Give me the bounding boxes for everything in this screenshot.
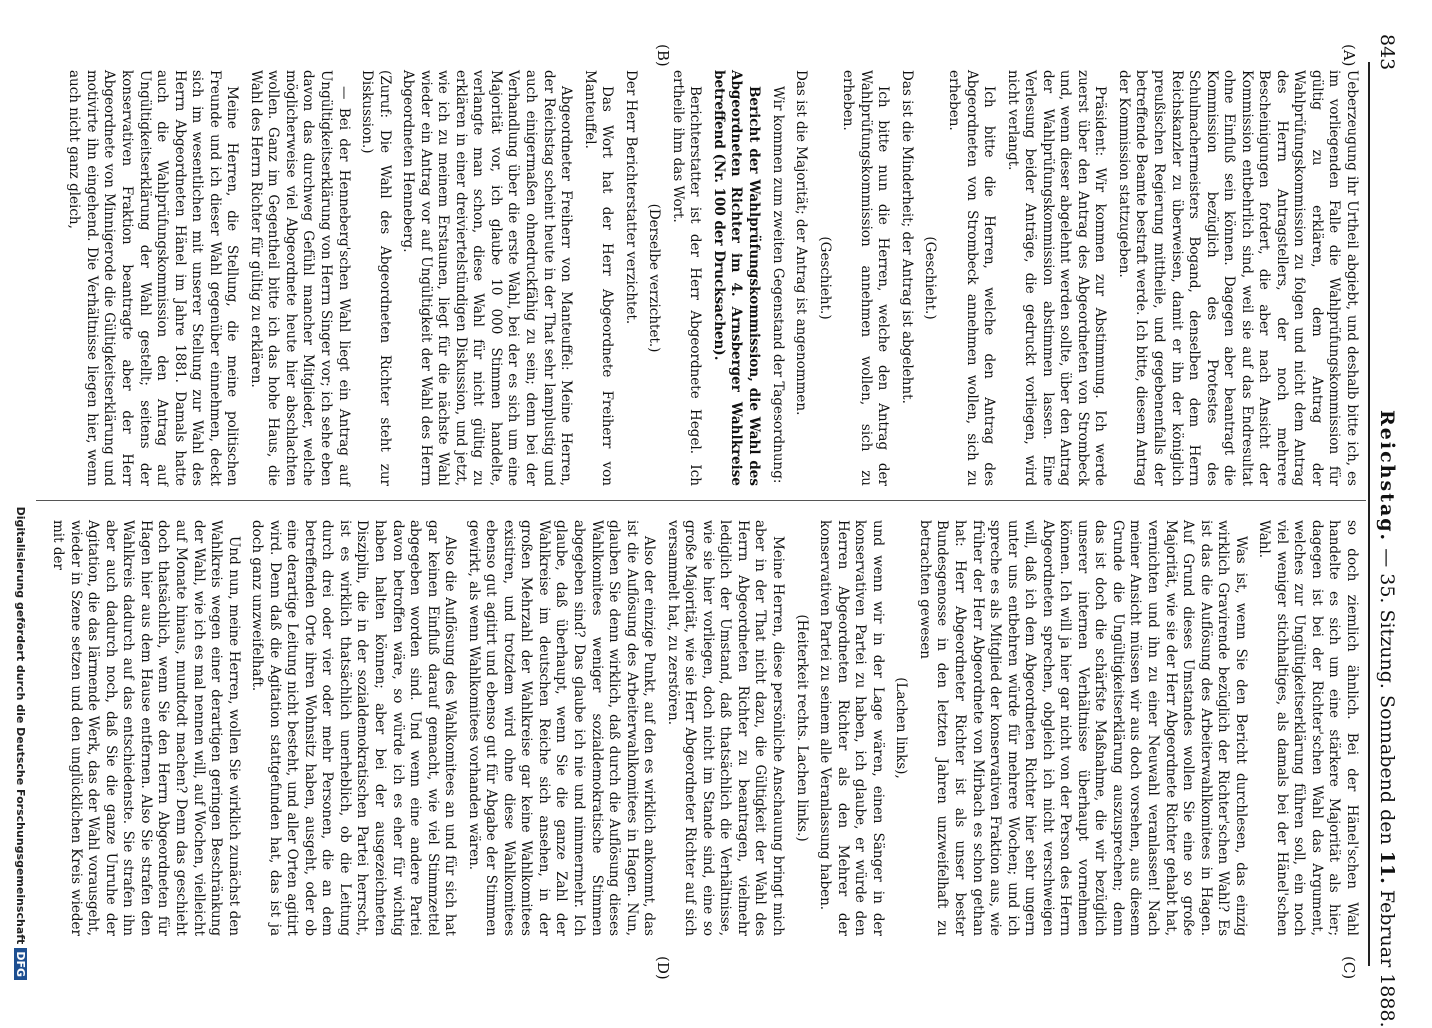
- paragraph: Ueberzeugung ihr Urtheil abgiebt, und deshalb bitte ich, es im vorliegenden Falle die Wahlprüfungskommission für gültig zu erklären, dem Antrag der Wahlprüfungskommission zu folgen und nicht dem Antrag des Herrn Antragstellers, der noch mehrere Bescheinigungen fordert, die aber nach Ansicht der Kommission entbehrlich sind, weil sie auf das Endresultat ohne Einfluß sein können. Dagegen aber beantragt die Kommission bezüglich des Protestes des Schulmachermeisters Bogand, denselben dem Herrn Reichskanzler zu überweisen, damit er ihn der königlich preußischen Regierung mittheile, und gegebenenfalls der betreffende Beamte bestraft werde. Ich bitte, diesem Antrag der Kommission stattzugeben.: [1115, 70, 1360, 486]
- paragraph: (Geschieht.): [816, 236, 833, 320]
- paragraph: Bericht der Wahlprüfungskommission, die Wahl des Abgeordneten Richter im 4. Arnsberger Wahlkreise betreffend (Nr. 100 der Drucksachen).: [710, 70, 763, 486]
- margin-marker-c: (C): [1340, 956, 1358, 980]
- paragraph: und wenn wir in der Lage wären, einen Sänger in der konservativen Partei zu haben, ich glaube, er würde den Herren Abgeordneten Richter als den Mehrer der konservativen Partei zu seinem alle Veranlassung haben.: [817, 520, 886, 936]
- paragraph: (Heiterkeit rechts. Lachen links.): [793, 614, 810, 842]
- margin-marker-a: (A): [1340, 44, 1358, 67]
- paragraph: so doch ziemlich ähnlich. Bei der Hänel'schen Wahl handelte es sich um eine stärkere Majorität als hier; dagegen ist bei der Richter'schen Wahl das Argument, welches zur Ungültigkeitserklärung führen soll, ein noch viel weniger stichhaltiges, als damals bei der Hänel'schen Wahl.: [1256, 520, 1360, 936]
- paragraph: Und nun, meine Herren, wollen Sie wirklich zunächst den Wahlkreis wegen einer derartigen geringen Beschränkung der Wahl, wie ich es mal nennen will, auf Wochen, vielleicht auf Monate hinaus, mundtodt machen? Denn das geschieht doch thatsächlich, wenn Sie den Herrn Abgeordneten für Hagen hier aus dem Hause entfernen. Also Sie strafen den Wahlkreis dadurch auf das entschiedenste. Sie strafen ihn aber auch dadurch noch, daß Sie die ganze Unruhe der Agitation, die das lärmende Werk, das der Wahl vorausgeht, wieder in Szene setzen und den unglücklichen Kreis wieder mit der: [50, 520, 242, 936]
- publication-name: Reichstag.: [1376, 410, 1398, 543]
- credit-text: Digitalisierung gefördert durch die Deutsche Forschungsgemeinschaft: [14, 506, 27, 945]
- margin-marker-b: (B): [654, 44, 672, 67]
- paragraph: (Derselbe verzichtet.): [646, 203, 663, 353]
- paragraph: Berichterstatter ist der Herr Abgeordnete Hegel. Ich ertheile ihm das Wort.: [669, 70, 704, 486]
- paragraph: Was ist, wenn Sie den Bericht durchlesen, das einzig wirklich Gravirende bezüglich der Richter'schen Wahl? Es ist das die Auflösung des Arbeiterwahlkomitees in Hagen. Auf Grund dieses Umstandes wollen Sie eine so große Majorität, wie sie der Herr Abgeordnete Richter gehabt hat, vernichten und ihn zu einer Neuwahl veranlassen! Nach meiner Ansicht müssen wir aus doch vorsehen, aus diesem Grunde die Ungültigkeitserklärung auszusprechen; denn das ist doch die schärfste Maßnahme, die wir bezüglich unserer internen Verhältnisse überhaupt vornehmen können. Ich will ja hier gar nicht von der Person des Herrn Abgeordneten sprechen, obgleich ich nicht verschweigen will, daß ich dem Abgeordneten Richter hier sehr ungern unter uns entbehren würde für mehrere Wochen; und ich spreche es als Mitglied der konservativen Fraktion aus, wie früher der Herr Abgeordnete von Mirbach es schon gethan hat: Herr Abgeordneter Richter ist als unser bester Bundesgenosse in den letzten Jahren unzweifelhaft zu betrachten gewesen: [916, 520, 1249, 936]
- page-title: [1376, 410, 1398, 1028]
- date-prefix: Sonnabend den: [1376, 694, 1398, 845]
- sitting-label: — 35. Sitzung.: [1376, 548, 1398, 689]
- paragraph: Das Wort hat der Herr Abgeordnete Freiherr von Manteuffel.: [581, 70, 616, 486]
- left-column: [59, 70, 1360, 486]
- paragraph: Ich bitte nun die Herren, welche den Antrag der Wahlprüfungskommission annehmen wollen, sich zu erheben.: [840, 70, 892, 486]
- date-rest: Februar 1888.: [1376, 889, 1398, 1028]
- paragraph: (Geschieht.): [922, 236, 939, 320]
- paragraph: Also die Auflösung des Wahlkomitees an und für sich hat gar keinen Einfluß darauf gemacht, wie viel Stimmzettel abgegeben worden sind. Und wenn eine andere Partei davon betroffen wäre, so würde ich es eher für wichtig haben halten können; aber bei der ausgezeichneten Disziplin, die in der sozialdemokratischen Partei herrscht, ist es wirklich thatsächlich unerheblich, ob die Leitung durch drei oder vier oder mehr Personen, die an dem betreffenden Orte ihren Wohnsitz haben, ausgeht, oder ob eine derartige Leitung nicht besteht, und aller Orten agitirt wird. Denn daß die Agitation stattgefunden hat, das ist ja doch ganz unzweifelhaft.: [249, 520, 459, 936]
- header-rule: [1368, 62, 1370, 966]
- paragraph: Präsident: Wir kommen zur Abstimmung. Ich werde zuerst über den Antrag des Abgeordneten von Strombeck und, wenn dieser abgelehnt werden sollte, über den Antrag der Wahlprüfungskommission abstimmen lassen. Eine Verlesung beider Anträge, die gedruckt vorliegen, wird nicht verlangt.: [1004, 70, 1109, 486]
- paragraph: Meine Herren, die Stellung, die meine politischen Freunde und ich dieser Wahl gegenüber einnehmen, deckt sich im wesentlichen mit unserer Stellung zur Wahl des Herrn Abgeordneten Hänel im Jahre 1881. Damals hatte auch die Wahlprüfungskommission den Antrag auf Ungültigkeitserklärung der Wahl gestellt; seitens der konservativen Fraktion beantragte aber der Herr Abgeordnete von Minnigerode die Gültigkeitserklärung und motivirte ihn eingehend. Die Verhältnisse liegen hier, wenn auch nicht ganz gleich,: [66, 70, 241, 486]
- page-header: [1364, 30, 1404, 1028]
- margin-marker-d: (D): [654, 956, 672, 980]
- paragraph: (Lachen links),: [893, 677, 910, 779]
- paragraph: Wir kommen zum zweiten Gegenstand der Tagesordnung:: [769, 86, 786, 484]
- paragraph: Abgeordneter Freiherr von Manteuffel: Meine Herren, der Reichstag scheint heute in der That sehr lamplustig und auch einigermaßen ohnedruckfähig zu sein; denn bei der Verhandlung über die erste Wahl, bei der es sich um eine Majorität vor, ich glaube 10 000 Stimmen handelte, verlangte man schon, diese Wahl für nicht gültig zu erklären in einer dreiviertelstündigen Diskussion, und jetzt, wie ich zu meinem Erstaunen, liegt für die nächste Wahl wieder ein Antrag vor auf Ungültigkeit der Wahl des Herrn Abgeordneten Henneberg.: [400, 70, 575, 486]
- paragraph: Meine Herren, diese persönliche Anschauung bringt mich aber in der That nicht dazu, die Gültigkeit der Wahl des Herrn Abgeordneten Richter zu beantragen, vielmehr lediglich der Umstand, daß thatsächlich die Verhältnisse, wie sie hier vorliegen, doch nicht im Stande sind, eine so große Majorität, wie sie Herr Abgeordneter Richter auf sich versammelt hat, zu zerstören.: [664, 520, 787, 936]
- right-column: [43, 520, 1360, 936]
- paragraph: Das ist die Majorität; der Antrag ist angenommen.: [793, 70, 810, 416]
- column-divider: [36, 500, 1366, 501]
- paragraph: Also der einzige Punkt, auf den es wirklich ankommt, das ist die Auflösung des Arbeiterwahlkomitees in Hagen. Nun, glauben Sie denn wirklich, daß durch die Auflösung dieses Wahlkomitees weniger sozialdemokratische Stimmen abgegeben sind? Das glaube ich nie und nimmermehr. Ich glaube, daß überhaupt, wenn Sie die ganze Zahl der Wahlkreise im deutschen Reiche sich ansehen, in der großen Mehrzahl der Wahlkreise gar keine Wahlkomitees existiren, und trotzdem wird ohne diese Wahlkomitees ebenso gut agitirt und ebenso gut für Abgabe der Stimmen gewirkt, als wenn Wahlkomitees vorhanden wären.: [465, 520, 658, 936]
- paragraph: — Bei der Henneberg'schen Wahl liegt ein Antrag auf Ungültigkeitserklärung von Herrn Singer vor; ich sehe eben davon das durchweg Gefühl mancher Mitglieder, welche möglicherweise viel Abgeordnete heute hier abschlachten wollen. Ganz im Gegentheil bitte ich das hohe Haus, die Wahl des Herrn Richter für gültig zu erklären.: [247, 70, 352, 486]
- paragraph: (Zuruf: Die Wahl des Abgeordneten Richter steht zur Diskussion.): [359, 70, 393, 486]
- date-day: 11.: [1376, 850, 1398, 884]
- paragraph: Ich bitte die Herren, welche den Antrag des Abgeordneten von Strombeck annehmen wollen, sich zu erheben.: [945, 70, 998, 486]
- paragraph: Der Herr Berichterstatter verzichtet.: [622, 70, 639, 325]
- paragraph: Das ist die Minderheit; der Antrag ist abgelehnt.: [898, 70, 915, 404]
- dfg-logo: DFG: [14, 948, 27, 980]
- page-number: 843: [1376, 34, 1398, 71]
- digitization-credit: [14, 440, 27, 980]
